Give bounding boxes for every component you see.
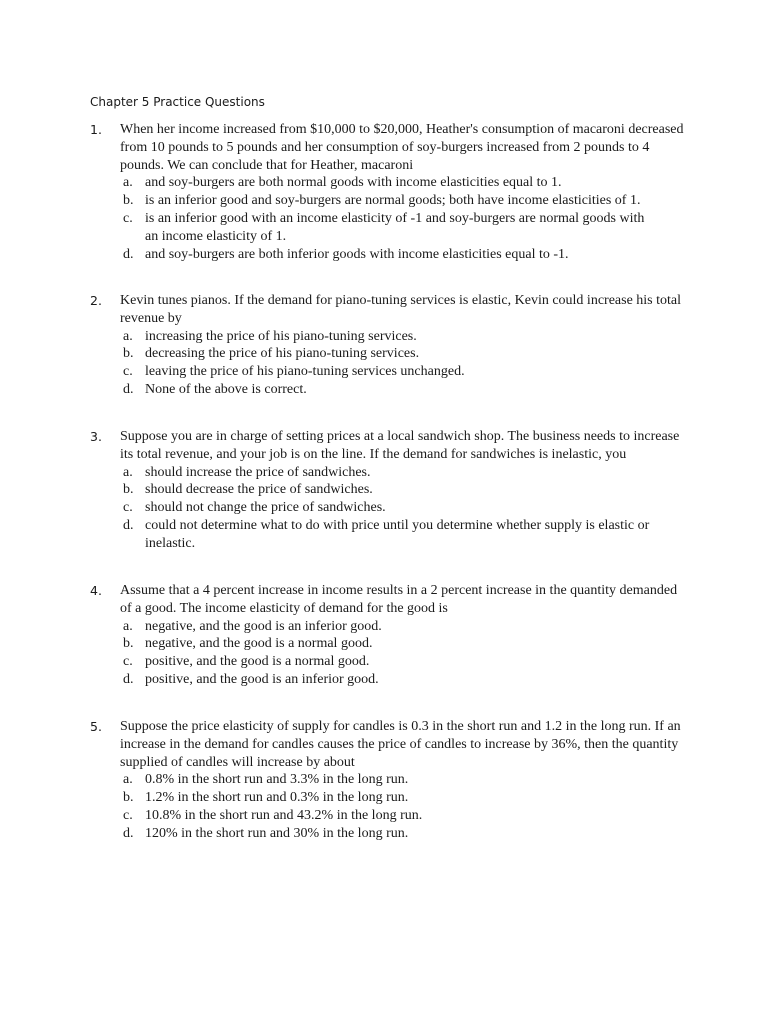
option-c <box>90 499 690 517</box>
question-number: 2. <box>90 293 102 308</box>
option-letter: c. <box>123 364 133 380</box>
option-text: an income elasticity of 1. <box>145 228 287 244</box>
option-a <box>90 328 690 346</box>
option-text: positive, and the good is a normal good. <box>145 654 370 670</box>
option-text: should not change the price of sandwiches. <box>145 500 386 516</box>
question-2 <box>90 292 690 399</box>
option-a <box>90 464 690 482</box>
option-text: and soy-burgers are both normal goods with income elasticities equal to 1. <box>145 175 562 191</box>
option-b <box>90 481 690 499</box>
option-letter: c. <box>123 654 133 670</box>
option-text: positive, and the good is an inferior good. <box>145 671 379 687</box>
option-d <box>90 246 690 264</box>
option-letter: b. <box>123 346 134 362</box>
question-number: 4. <box>90 583 102 598</box>
option-b <box>90 192 690 210</box>
question-line: Kevin tunes pianos. If the demand for piano-tuning services is elastic, Kevin could increase his total <box>120 293 682 308</box>
question-line: supplied of candles will increase by about <box>120 754 355 770</box>
question-line: Suppose you are in charge of setting prices at a local sandwich shop. The business needs to increase <box>120 429 680 444</box>
option-text: 120% in the short run and 30% in the long run. <box>145 825 409 841</box>
question-line: When her income increased from $10,000 to $20,000, Heather's consumption of macaroni decreased <box>120 122 684 137</box>
option-text: 1.2% in the short run and 0.3% in the long run. <box>145 790 409 806</box>
option-text: leaving the price of his piano-tuning services unchanged. <box>145 364 465 380</box>
question-line: pounds. We can conclude that for Heather, macaroni <box>120 157 414 173</box>
option-letter: a. <box>123 618 133 634</box>
option-text: decreasing the price of his piano-tuning services. <box>145 346 420 362</box>
answer-options <box>90 328 690 399</box>
option-text: increasing the price of his piano-tuning services. <box>145 328 417 344</box>
option-letter: a. <box>123 772 133 788</box>
option-letter: b. <box>123 482 134 498</box>
option-letter: c. <box>123 500 133 516</box>
option-letter: a. <box>123 328 133 344</box>
question-4 <box>90 582 690 689</box>
option-text: negative, and the good is an inferior good. <box>145 618 382 634</box>
option-text: negative, and the good is a normal good. <box>145 636 373 652</box>
option-d <box>90 825 690 843</box>
option-text: 10.8% in the short run and 43.2% in the long run. <box>145 807 423 823</box>
question-number: 5. <box>90 719 102 734</box>
question-line: from 10 pounds to 5 pounds and her consumption of soy-burgers increased from 2 pounds to 4 <box>120 139 650 155</box>
answer-options <box>90 174 690 263</box>
question-3 <box>90 428 690 553</box>
option-text: is an inferior good and soy-burgers are normal goods; both have income elasticities of 1. <box>145 193 641 209</box>
option-c <box>90 363 690 381</box>
option-letter: a. <box>123 175 133 191</box>
page-title: Chapter 5 Practice Questions <box>90 95 265 109</box>
option-text: 0.8% in the short run and 3.3% in the long run. <box>145 772 409 788</box>
option-text: is an inferior good with an income elasticity of -1 and soy-burgers are normal goods with <box>145 210 645 226</box>
option-a <box>90 174 690 192</box>
option-letter: b. <box>123 193 134 209</box>
option-b <box>90 345 690 363</box>
option-letter: d. <box>123 381 134 397</box>
option-a <box>90 618 690 636</box>
option-text: and soy-burgers are both inferior goods with income elasticities equal to -1. <box>145 246 569 262</box>
question-text <box>120 428 690 464</box>
answer-options <box>90 464 690 553</box>
option-text: could not determine what to do with price until you determine whether supply is elastic or <box>145 517 650 533</box>
option-letter: d. <box>123 825 134 841</box>
option-a <box>90 771 690 789</box>
question-line: its total revenue, and your job is on the line. If the demand for sandwiches is inelastic, you <box>120 446 627 462</box>
option-letter: c. <box>123 807 133 823</box>
option-text: should increase the price of sandwiches. <box>145 464 371 480</box>
option-letter: b. <box>123 636 134 652</box>
question-number: 1. <box>90 122 102 137</box>
question-text <box>120 582 690 618</box>
question-line: increase in the demand for candles causes the price of candles to increase by 36%, then the quantity <box>120 736 679 752</box>
option-c <box>90 210 690 246</box>
option-letter: c. <box>123 210 133 226</box>
question-5 <box>90 718 690 843</box>
question-number: 3. <box>90 429 102 444</box>
question-line: revenue by <box>120 310 182 326</box>
option-b <box>90 789 690 807</box>
option-letter: d. <box>123 517 134 533</box>
option-c <box>90 807 690 825</box>
option-d <box>90 381 690 399</box>
question-text <box>120 292 690 328</box>
option-letter: d. <box>123 671 134 687</box>
option-letter: b. <box>123 790 134 806</box>
question-line: Suppose the price elasticity of supply for candles is 0.3 in the short run and 1.2 in the long run. If an <box>120 719 681 734</box>
option-text: None of the above is correct. <box>145 381 307 397</box>
question-1 <box>90 121 690 263</box>
option-text: should decrease the price of sandwiches. <box>145 482 373 498</box>
answer-options <box>90 771 690 842</box>
question-text <box>120 718 690 771</box>
question-line: of a good. The income elasticity of demand for the good is <box>120 600 448 616</box>
question-line: Assume that a 4 percent increase in income results in a 2 percent increase in the quantity demanded <box>120 583 678 598</box>
answer-options <box>90 618 690 689</box>
option-d <box>90 671 690 689</box>
option-text: inelastic. <box>145 535 196 551</box>
option-letter: a. <box>123 464 133 480</box>
option-c <box>90 653 690 671</box>
option-b <box>90 635 690 653</box>
question-text <box>120 121 690 174</box>
option-d <box>90 517 690 553</box>
option-letter: d. <box>123 246 134 262</box>
